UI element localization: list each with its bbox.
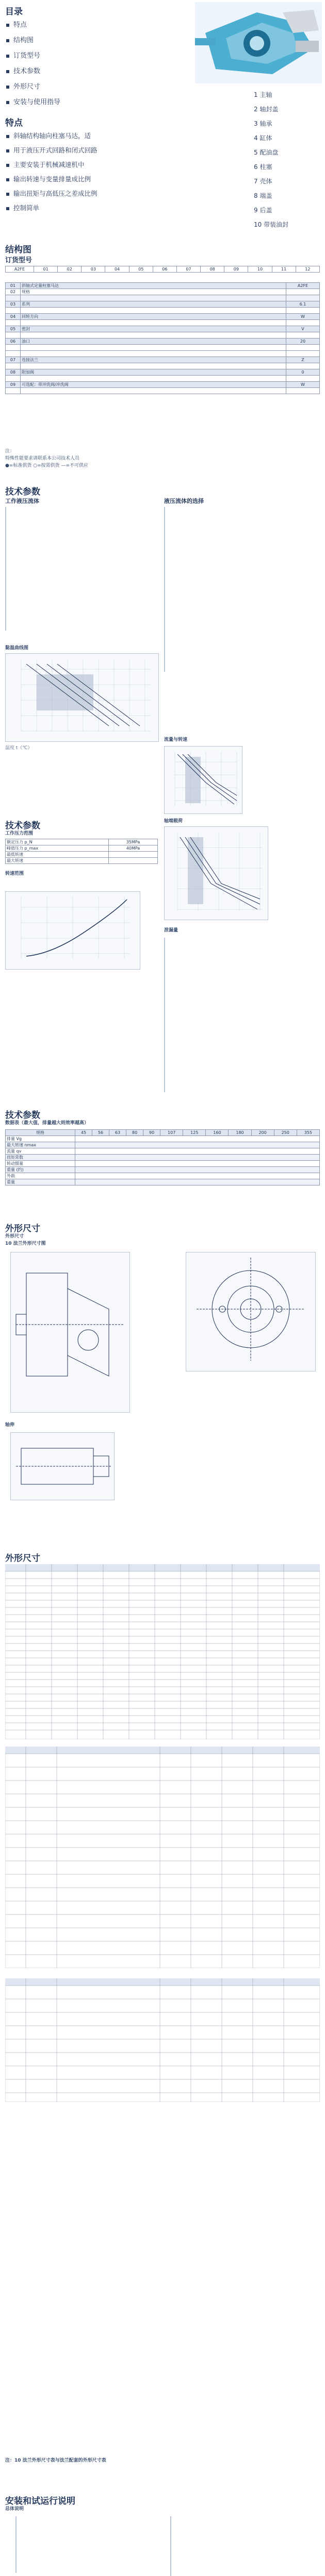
col-header: 200 — [251, 1130, 274, 1136]
row-no: 04 — [6, 314, 21, 320]
dim-sub2: 10 法兰外形尺寸图 — [5, 1241, 46, 1246]
row-text: 规格 — [21, 289, 286, 295]
pump-cutaway-image — [195, 2, 322, 83]
order-options-table — [5, 282, 320, 394]
viscosity-chart — [5, 653, 159, 742]
col-header: 63 — [109, 1130, 126, 1136]
label-cell: 额定压力 p_N — [6, 839, 109, 845]
code-cell: 04 — [105, 266, 129, 273]
shaft-heading: 轴端载荷 — [164, 819, 183, 824]
row-code — [286, 289, 320, 295]
order-title: 订货型号 — [5, 257, 32, 264]
col-header: 355 — [297, 1130, 319, 1136]
tech-left-text — [5, 507, 158, 641]
tech2-sub1: 工作压力范围 — [5, 831, 34, 836]
code-cell: 11 — [272, 266, 296, 273]
tech2-title: 技术参数 — [5, 821, 40, 831]
part-item: 10 带装油封 — [254, 221, 289, 228]
speed-chart — [5, 891, 140, 970]
row-label: 最大转速 nmax — [6, 1142, 75, 1148]
tech-right-heading: 液压流体的选择 — [164, 498, 204, 504]
row-code: A2FE — [286, 283, 320, 289]
row-label: 重量 — [6, 1179, 75, 1185]
part-item: 2 轴封盖 — [254, 106, 279, 113]
row-no: 08 — [6, 369, 21, 376]
label-cell: 最大转速 — [6, 858, 109, 864]
dim-table-2 — [5, 1747, 320, 1968]
code-cell: 03 — [82, 266, 105, 273]
row-text: 油口 — [21, 338, 286, 345]
order-code-grid — [5, 266, 320, 273]
row-text: 可选配：带冲洗阀/冲洗阀 — [21, 382, 286, 388]
col-header: 45 — [75, 1130, 92, 1136]
tech-left-heading: 工作液压流体 — [5, 498, 39, 504]
row-text: 附加阀 — [21, 369, 286, 376]
table3-title: 技术参数 — [5, 1110, 40, 1121]
install-subtitle: 总体说明 — [5, 2506, 24, 2512]
row-no: 02 — [6, 289, 21, 295]
code-cell: 08 — [201, 266, 224, 273]
shaft-drawing — [10, 1432, 115, 1500]
part-item: 9 后盖 — [254, 207, 272, 214]
shaft-load-chart — [164, 826, 268, 920]
toc-item[interactable]: 外形尺寸 — [6, 79, 60, 95]
part-item: 4 缸体 — [254, 134, 272, 142]
value-cell — [108, 858, 157, 864]
col-header: 160 — [206, 1130, 229, 1136]
flow-chart — [164, 746, 242, 814]
row-no: 06 — [6, 338, 21, 345]
row-label: 重量 (约) — [6, 1167, 75, 1173]
part-item: 1 主轴 — [254, 91, 272, 98]
feature-item: 斜轴结构轴向柱塞马达，适 — [6, 129, 176, 143]
row-no: 07 — [6, 357, 21, 363]
viscosity-heading: 黏温曲线图 — [5, 646, 29, 651]
row-no: 03 — [6, 301, 21, 308]
row-label: 流量 qv — [6, 1148, 75, 1155]
leak-heading: 泄漏量 — [164, 928, 178, 933]
row-label: 外载 — [6, 1173, 75, 1179]
col-header: 180 — [229, 1130, 251, 1136]
row-code: 6.1 — [286, 301, 320, 308]
flow-heading: 流量与转速 — [164, 737, 188, 742]
col-header: 规格 — [6, 1130, 75, 1136]
dim-sub1: 外形尺寸 — [5, 1234, 24, 1239]
row-code: Z — [286, 357, 320, 363]
parts-list — [254, 88, 321, 232]
pressure-table — [5, 839, 158, 864]
row-label: 转动惯量 — [6, 1161, 75, 1167]
value-cell: 35MPa — [108, 839, 157, 845]
code-cell: 07 — [176, 266, 200, 273]
col-header: 56 — [92, 1130, 109, 1136]
row-no: 05 — [6, 326, 21, 332]
motor-side-drawing — [10, 1252, 130, 1413]
feature-item: 输出扭矩与高低压之差成比例 — [6, 187, 176, 201]
col-header: 250 — [274, 1130, 297, 1136]
dim-table-title: 外形尺寸 — [5, 1553, 40, 1564]
toc-list — [6, 18, 60, 110]
row-code: 0 — [286, 369, 320, 376]
row-label: 排量 Vg — [6, 1136, 75, 1142]
dim-title: 外形尺寸 — [5, 1224, 40, 1234]
col-header: 90 — [143, 1130, 160, 1136]
code-cell: 06 — [153, 266, 176, 273]
install-title: 安装和试运行说明 — [5, 2496, 75, 2506]
code-cell: 09 — [224, 266, 248, 273]
row-no: 01 — [6, 283, 21, 289]
row-text: 密封 — [21, 326, 286, 332]
value-cell: 40MPa — [108, 845, 157, 852]
formula-block — [164, 938, 320, 1103]
order-note-2: 特殊性能要求请联系本公司技术人员 — [5, 456, 80, 461]
temp-label: 温度 t（℃） — [5, 745, 32, 751]
col-header: 125 — [183, 1130, 206, 1136]
install-right-text — [170, 2516, 315, 2576]
dim-table-3 — [5, 1978, 320, 2102]
install-left-text — [15, 2516, 160, 2576]
row-no: 09 — [6, 382, 21, 388]
row-code: 20 — [286, 338, 320, 345]
row-text: 连接法兰 — [21, 357, 286, 363]
col-header: 80 — [126, 1130, 143, 1136]
tech-title: 技术参数 — [5, 487, 40, 497]
section-label: 轴伸 — [5, 1422, 15, 1428]
label-cell: 峰值压力 p_max — [6, 845, 109, 852]
part-item: 3 轴承 — [254, 120, 272, 127]
flange-view-drawing — [186, 1252, 316, 1371]
toc-item[interactable]: 特点 — [6, 18, 60, 33]
features-list — [6, 129, 176, 215]
row-code: V — [286, 326, 320, 332]
tech-right-text — [164, 507, 320, 677]
row-text: 回转方向 — [21, 314, 286, 320]
model-label: A2FE — [6, 266, 34, 273]
structure-title: 结构图 — [5, 245, 31, 255]
toc-title: 目录 — [5, 7, 23, 17]
row-text: 系列 — [21, 301, 286, 308]
code-cell: 02 — [58, 266, 82, 273]
part-item: 6 柱塞 — [254, 163, 272, 171]
order-note-1: 注： — [5, 449, 15, 454]
toc-item[interactable]: 技术参数 — [6, 64, 60, 79]
row-text: 斜轴式定量柱塞马达 — [21, 283, 286, 289]
feature-item: 控制简单 — [6, 201, 176, 215]
order-note-3: ●=标准供货 ○=按需供货 —=不可供应 — [5, 463, 89, 468]
code-cell: 12 — [296, 266, 319, 273]
tech2-sub2: 转速范围 — [5, 871, 24, 876]
toc-item[interactable]: 结构图 — [6, 33, 60, 48]
dim-table-1 — [5, 1564, 320, 1739]
part-item: 5 配油盘 — [254, 149, 279, 156]
table3-heading: 数据表（最大值，排量越大则效率越高） — [5, 1121, 89, 1126]
row-code: W — [286, 382, 320, 388]
part-item: 8 端盖 — [254, 192, 272, 199]
features-title: 特点 — [5, 118, 23, 128]
col-header: 107 — [160, 1130, 183, 1136]
part-item: 7 壳体 — [254, 178, 272, 185]
code-cell: 01 — [34, 266, 58, 273]
feature-item: 用于液压开式回路和闭式回路 — [6, 143, 176, 158]
feature-item: 主要安装于机械减速机中 — [6, 158, 176, 172]
bottom-note: 注：10 法兰外形尺寸表与法兰配套的外形尺寸表 — [5, 2458, 106, 2463]
data-table — [5, 1129, 320, 1185]
row-label: 扭矩常数 — [6, 1155, 75, 1161]
code-cell: 05 — [129, 266, 153, 273]
row-code: W — [286, 314, 320, 320]
feature-item: 输出转速与变量排量成比例 — [6, 172, 176, 187]
value-cell — [108, 852, 157, 858]
toc-item[interactable]: 安装与使用指导 — [6, 95, 60, 110]
toc-item[interactable]: 订货型号 — [6, 48, 60, 64]
label-cell: 最低转速 — [6, 852, 109, 858]
code-cell: 10 — [248, 266, 272, 273]
